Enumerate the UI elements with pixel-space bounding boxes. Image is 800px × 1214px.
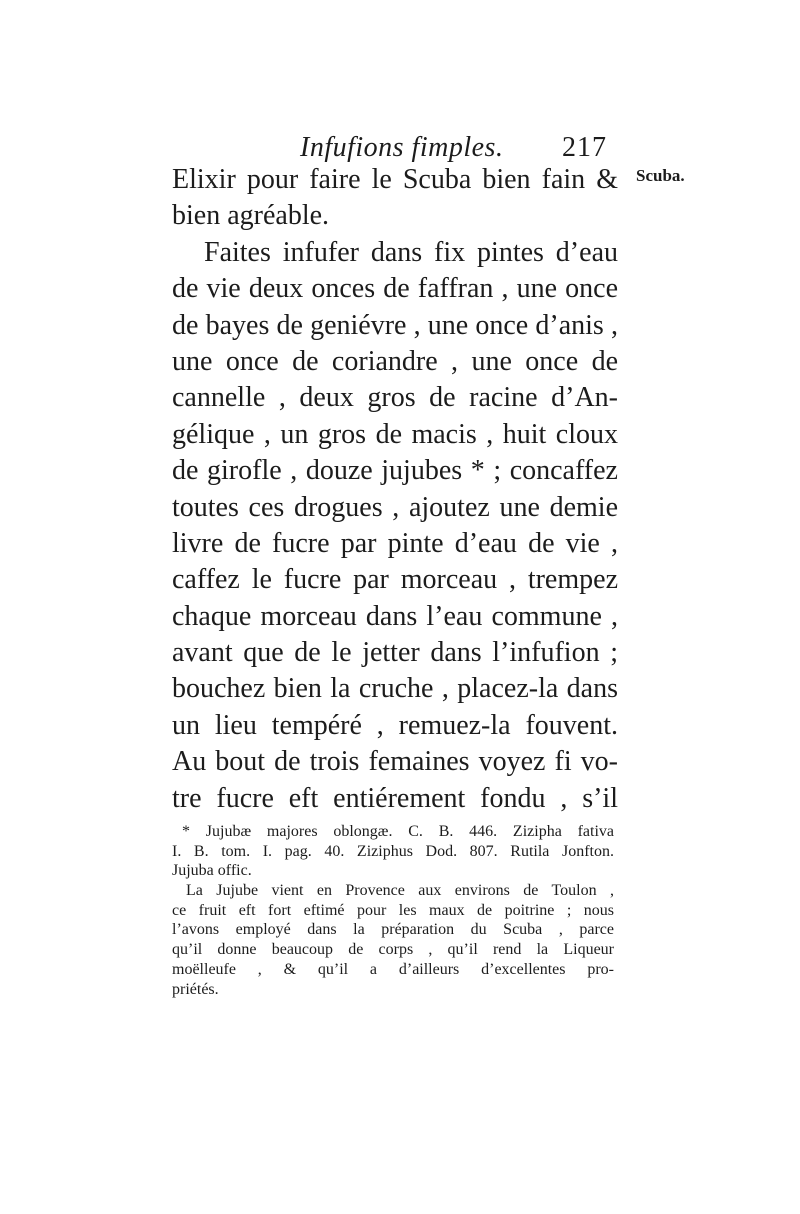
page-number: 217 [562, 132, 607, 163]
text-line: un lieu tempéré , remuez-la fouvent. [172, 709, 618, 741]
text-line: toutes ces drogues , ajoutez une demie [172, 491, 618, 523]
text-line: Faites infufer dans fix pintes d’eau [204, 236, 618, 268]
footnote-line: moëlleufe , & qu’il a d’ailleurs d’excellentes pro- [172, 960, 614, 978]
margin-note: Scuba. [636, 166, 685, 185]
text-line: de bayes de geniévre , une once d’anis , [172, 309, 618, 341]
text-line: avant que de le jetter dans l’infufion ; [172, 637, 618, 669]
main-text [172, 162, 618, 817]
text-line: livre de fucre par pinte d’eau de vie , [172, 527, 618, 559]
running-title: Infufions fimples. [300, 132, 504, 163]
footnotes [172, 822, 614, 999]
footnote-line: l’avons employé dans la préparation du Scuba , parce [172, 921, 614, 939]
footnote-line: Jujuba offic. [172, 862, 252, 880]
text-line: bouchez bien la cruche , placez-la dans [172, 673, 618, 705]
footnote-line: La Jujube vient en Provence aux environs de Toulon , [186, 882, 614, 900]
footnote-line: ce fruit eft fort eftimé pour les maux de poitrine ; nous [172, 901, 614, 919]
text-line: gélique , un gros de macis , huit cloux [172, 418, 618, 450]
text-line: cannelle , deux gros de racine d’An- [172, 382, 618, 414]
text-line: chaque morceau dans l’eau commune , [172, 600, 618, 632]
text-line: Au bout de trois femaines voyez fi vo- [172, 746, 618, 778]
footnote-line: priétés. [172, 980, 219, 998]
text-line: de girofle , douze jujubes * ; concaffez [172, 455, 618, 487]
text-line: de vie deux onces de faffran , une once [172, 273, 618, 305]
footnote-line: I. B. tom. I. pag. 40. Ziziphus Dod. 807. Rutila Jonfton. [172, 842, 614, 860]
footnote-line: qu’il donne beaucoup de corps , qu’il rend la Liqueur [172, 941, 614, 959]
text-line: Elixir pour faire le Scuba bien fain & [172, 164, 618, 195]
text-line: caffez le fucre par morceau , trempez [172, 564, 618, 596]
text-line: tre fucre eft entiérement fondu , s’il [172, 782, 618, 814]
text-line: bien agréable. [172, 200, 330, 232]
text-line: une once de coriandre , une once de [172, 345, 618, 377]
footnote-line: * Jujubæ majores oblongæ. C. B. 446. Zizipha fativa [182, 823, 614, 840]
